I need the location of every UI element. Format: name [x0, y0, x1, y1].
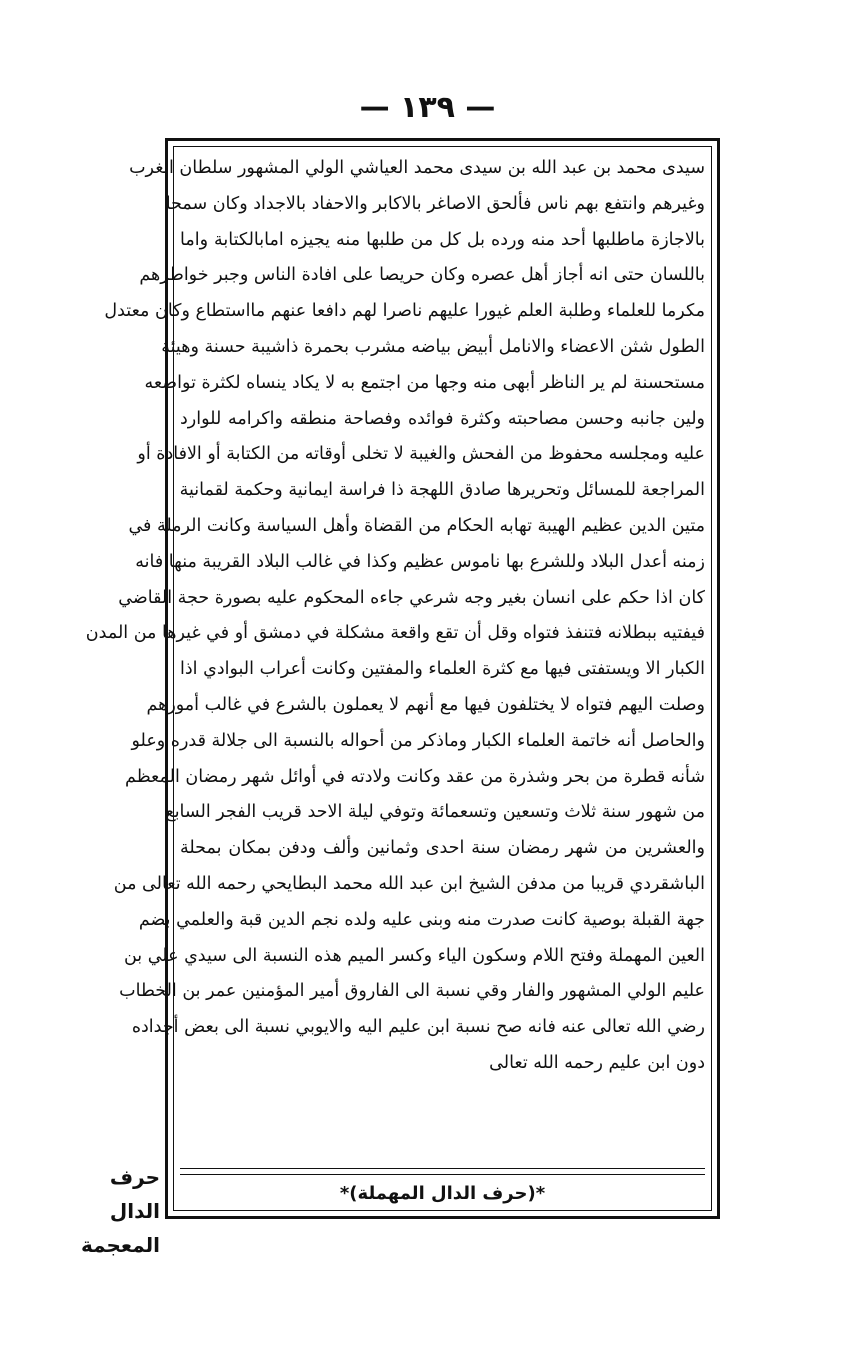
page-number: — ١٣٩ —: [359, 90, 496, 125]
text-line: متين الدين عظيم الهيبة تهابه الحكام من القضاة وأهل السياسة وكانت الرملة في: [128, 515, 705, 536]
text-line: رضي الله تعالى عنه فانه صح نسبة ابن عليم اليه والايوبي نسبة الى بعض أجداده: [131, 1017, 705, 1038]
text-line: زمنه أعدل البلاد وللشرع بها ناموس عظيم وكذا في غالب البلاد القريبة منها فانه: [135, 551, 705, 572]
text-line: الكبار الا ويستفتى فيها مع كثرة العلماء والمفتين وكانت أعراب البوادي اذا: [180, 659, 705, 680]
text-line: مستحسنة لم ير الناظر أبهى منه وجها من اجتمع به لا يكاد ينساه لكثرة تواضعه: [144, 372, 705, 393]
margin-note: حرف الدال المعجمة: [80, 1165, 160, 1257]
text-line: كان اذا حكم على انسان بغير وجه شرعي جاءه المحكوم عليه بصورة حجة القاضي: [118, 587, 705, 608]
section-heading: *(حرف الدال المهملة)*: [339, 1183, 546, 1204]
text-line: فيفتيه ببطلانه فتنفذ فتواه وقل أن تقع واقعة مشكلة في دمشق أو في غيرها من المدن: [85, 623, 705, 644]
text-line: والعشرين من شهر رمضان سنة احدى وثمانين وألف ودفن بمكان بمحلة: [180, 838, 705, 859]
text-line: من شهور سنة ثلاث وتسعين وتسعمائة وتوفي ليلة الاحد قريب الفجر السابع: [165, 802, 705, 823]
text-line: الباشقردي قريبا من مدفن الشيخ ابن عبد الله محمد البطايحي رحمه الله تعالى من: [113, 873, 705, 894]
text-line: العين المهملة وفتح اللام وسكون الياء وكسر الميم هذه النسبة الى سيدي علي بن: [123, 945, 705, 966]
text-line: وصلت اليهم فتواه لا يختلفون فيها مع أنهم لا يعملون بالشرع في غالب أمورهم: [146, 694, 705, 715]
text-line: وغيرهم وانتفع بهم ناس فألحق الاصاغر بالاكابر والاحفاد بالاجداد وكان سمحا: [165, 193, 705, 214]
body-text: [85, 151, 705, 1082]
text-line: عليه ومجلسه محفوظ من الفحش والغيبة لا تخلى أوقاته من الكتابة أو الافادة أو: [137, 444, 705, 465]
text-line-last: دون ابن عليم رحمه الله تعالى: [489, 1052, 705, 1073]
text-line: باللسان حتى انه أجاز أهل عصره وكان حريصا على افادة الناس وجبر خواطرهم: [139, 265, 705, 286]
text-line: الطول شثن الاعضاء والانامل أبيض بياضه مشرب بحمرة ذاشيبة حسنة وهيئة: [161, 336, 705, 357]
text-line: ولين جانبه وحسن مصاحبته وكثرة فوائده وفصاحة منطقه واكرامه للوارد: [180, 408, 705, 429]
text-line: مكرما للعلماء وطلبة العلم غيورا عليهم ناصرا لهم دافعا عنهم مااستطاع وكان معتدل: [104, 301, 705, 322]
text-line: بالاجازة ماطلبها أحد منه ورده بل كل من طلبها منه يجيزه امابالكتابة واما: [180, 229, 705, 250]
text-line: جهة القبلة بوصية كانت صدرت منه وبنى عليه ولده نجم الدين قبة والعلمي بضم: [138, 909, 705, 930]
text-line: سيدى محمد بن عبد الله بن سيدى محمد العياشي الولي المشهور سلطان الغرب: [129, 158, 705, 178]
section-divider: [180, 1168, 705, 1175]
text-line: والحاصل أنه خاتمة العلماء الكبار وماذكر من أحواله بالنسبة الى جلالة قدره وعلو: [131, 730, 705, 751]
text-line: المراجعة للمسائل وتحريرها صادق اللهجة ذا فراسة ايمانية وحكمة لقمانية: [179, 480, 705, 501]
text-line: شأنه قطرة من بحر وشذرة من عقد وكانت ولادته في أوائل شهر رمضان المعظم: [125, 766, 705, 787]
text-line: عليم الولي المشهور والفار وقي نسبة الى الفاروق أمير المؤمنين عمر بن الخطاب: [119, 981, 705, 1002]
